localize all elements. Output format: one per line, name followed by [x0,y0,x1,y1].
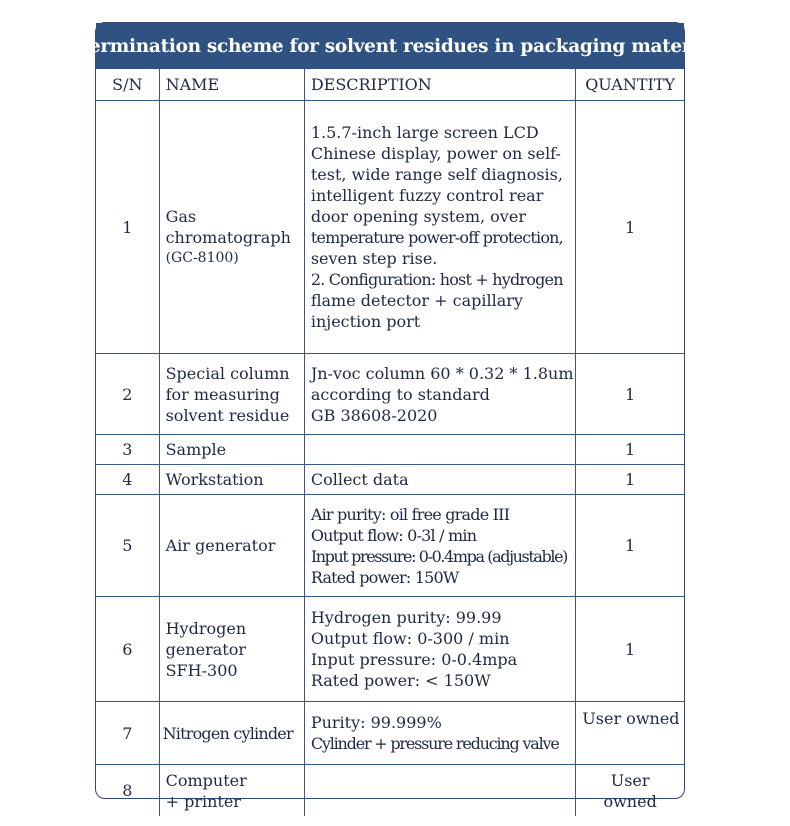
row-description [304,495,575,597]
description-line: intelligent fuzzy control rear [310,186,544,205]
row-sn: 7 [96,702,159,765]
row-quantity: 1 [576,465,684,495]
header-row [96,69,684,101]
description-line: test, wide range self diagnosis, [310,165,563,184]
description-line: door opening system, over [310,207,526,226]
row-name [159,702,304,765]
row-name [159,101,304,354]
description-line: Collect data [310,470,409,489]
description-line: Hydrogen purity: 99.99 [310,608,502,627]
description-line: Rated power: < 150W [310,671,491,690]
row-name [159,435,304,465]
description-line: Input pressure: 0-0.4mpa [310,650,518,669]
row-sn: 1 [96,101,159,354]
name-line: Sample [165,440,227,459]
row-quantity [576,702,684,765]
row-quantity: 1 [576,435,684,465]
name-line: for measuring [165,384,280,404]
table-row [96,597,684,702]
description-line: Output flow: 0-3l / min [310,525,477,545]
description-line: Chinese display, power on self- [310,144,561,163]
description-line: according to standard [310,384,490,404]
header-name: NAME [159,69,304,101]
row-description [304,597,575,702]
table-row [96,702,684,765]
description-line: Air purity: oil free grade III [310,504,510,524]
name-line: Gas [165,206,197,226]
name-line: generator [165,639,246,659]
row-name [159,495,304,597]
row-description [304,765,575,817]
table-title: Determination scheme for solvent residues in packaging materials [96,23,684,69]
equipment-table [96,69,684,816]
name-line: + printer [165,791,241,811]
name-line: Air generator [165,536,276,555]
name-line: Hydrogen [165,618,247,638]
table-row [96,465,684,495]
description-line: GB 38608-2020 [310,405,438,425]
table-row [96,101,684,354]
description-line: 2. Configuration: host + hydrogen [310,270,563,289]
table-row [96,435,684,465]
header-sn: S/N [96,69,159,101]
row-quantity: 1 [576,354,684,435]
description-line: Cylinder + pressure reducing valve [310,734,559,753]
row-name [159,465,304,495]
solvent-residue-scheme-table [53,22,727,811]
row-quantity: 1 [576,101,684,354]
table-row [96,765,684,817]
table-row [96,495,684,597]
description-line: Jn-voc column 60 * 0.32 * 1.8um [310,363,574,383]
description-line: temperature power-off protection, [310,228,563,247]
description-line: Input pressure: 0-0.4mpa (adjustable) [310,546,568,566]
name-line: Nitrogen cylinder [162,723,293,743]
name-line: Computer [165,770,247,790]
row-sn: 3 [96,435,159,465]
row-description [304,101,575,354]
description-line: flame detector + capillary [310,291,523,310]
row-name [159,597,304,702]
row-sn: 8 [96,765,159,817]
name-line: (GC-8100) [165,249,239,266]
table-row [96,354,684,435]
description-line: seven step rise. [310,249,438,268]
description-line: Purity: 99.999% [310,713,442,732]
row-name [159,765,304,817]
header-description: DESCRIPTION [304,69,575,101]
header-quantity: QUANTITY [576,69,684,101]
row-sn: 2 [96,354,159,435]
name-line: Special column [165,363,290,383]
name-line: Workstation [165,470,264,489]
row-description [304,465,575,495]
row-description [304,702,575,765]
row-sn: 5 [96,495,159,597]
row-sn: 4 [96,465,159,495]
description-line: injection port [310,312,421,331]
row-description [304,435,575,465]
row-quantity: 1 [576,495,684,597]
row-sn: 6 [96,597,159,702]
row-description [304,354,575,435]
row-quantity: 1 [576,597,684,702]
name-line: solvent residue [165,405,290,425]
description-line: 1.5.7-inch large screen LCD [310,123,539,142]
row-quantity: User owned [576,765,684,817]
description-line: Rated power: 150W [310,567,459,587]
name-line: chromatograph [165,227,291,247]
quantity-value: User owned [582,709,680,728]
description-line: Output flow: 0-300 / min [310,629,510,648]
row-name [159,354,304,435]
name-line: SFH-300 [165,660,238,680]
